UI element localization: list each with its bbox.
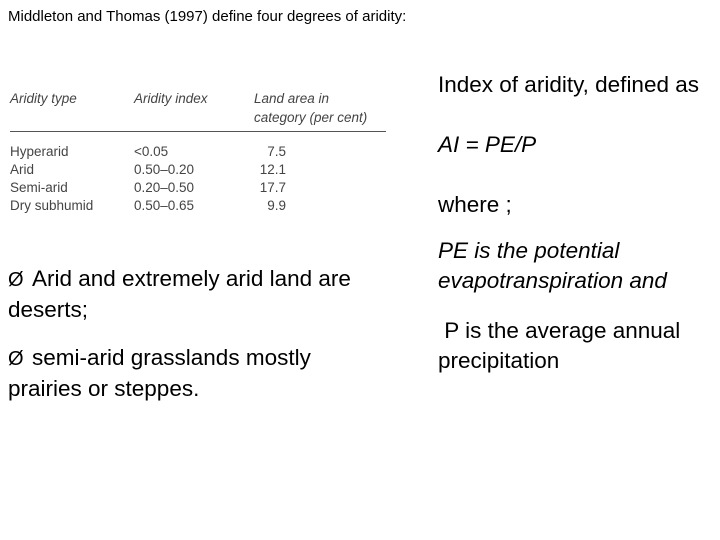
cell-index: 0.50–0.20 <box>134 162 195 177</box>
cell-index: 0.50–0.65 <box>134 198 195 213</box>
cell-area: 17.7 <box>259 180 286 195</box>
header-land-area-line2: category (per cent) <box>254 110 368 125</box>
cell-type: Dry subhumid <box>10 198 94 213</box>
cell-area: 9.9 <box>267 198 286 213</box>
arrow-bullet-icon: Ø <box>8 348 24 370</box>
pe-definition: PE is the potential evapotranspiration and <box>438 238 667 293</box>
table-row <box>10 161 386 179</box>
where-label: where ; <box>438 192 512 217</box>
table-row <box>10 143 386 161</box>
cell-index: 0.20–0.50 <box>134 180 195 195</box>
cell-area: 7.5 <box>267 144 286 159</box>
cell-type: Arid <box>10 162 35 177</box>
bullet-text: semi-arid grasslands mostly prairies or steppes. <box>8 345 311 401</box>
aridity-definition <box>438 70 713 376</box>
arrow-bullet-icon: Ø <box>8 269 24 291</box>
cell-area: 12.1 <box>259 162 286 177</box>
page-heading: Middleton and Thomas (1997) define four degrees of aridity: <box>8 8 407 25</box>
table-header <box>10 86 386 132</box>
header-aridity-index: Aridity index <box>134 91 208 106</box>
p-definition-text: P is the average annual precipitation <box>438 318 687 373</box>
p-definition <box>438 316 713 376</box>
formula: AI = PE/P <box>438 132 537 157</box>
bullet-text: Arid and extremely arid land are deserts; <box>8 266 351 322</box>
aridity-table <box>10 86 386 215</box>
list-item <box>8 264 368 325</box>
table-row <box>10 197 386 215</box>
cell-index: <0.05 <box>134 144 169 159</box>
table-row <box>10 179 386 197</box>
header-land-area-line1: Land area in <box>254 91 330 106</box>
bullet-list <box>8 264 368 422</box>
list-item <box>8 343 368 404</box>
cell-type: Semi-arid <box>10 180 68 195</box>
cell-type: Hyperarid <box>10 144 69 159</box>
header-aridity-type: Aridity type <box>10 91 77 106</box>
header-land-area <box>254 89 367 127</box>
definition-intro: Index of aridity, defined as <box>438 72 699 97</box>
